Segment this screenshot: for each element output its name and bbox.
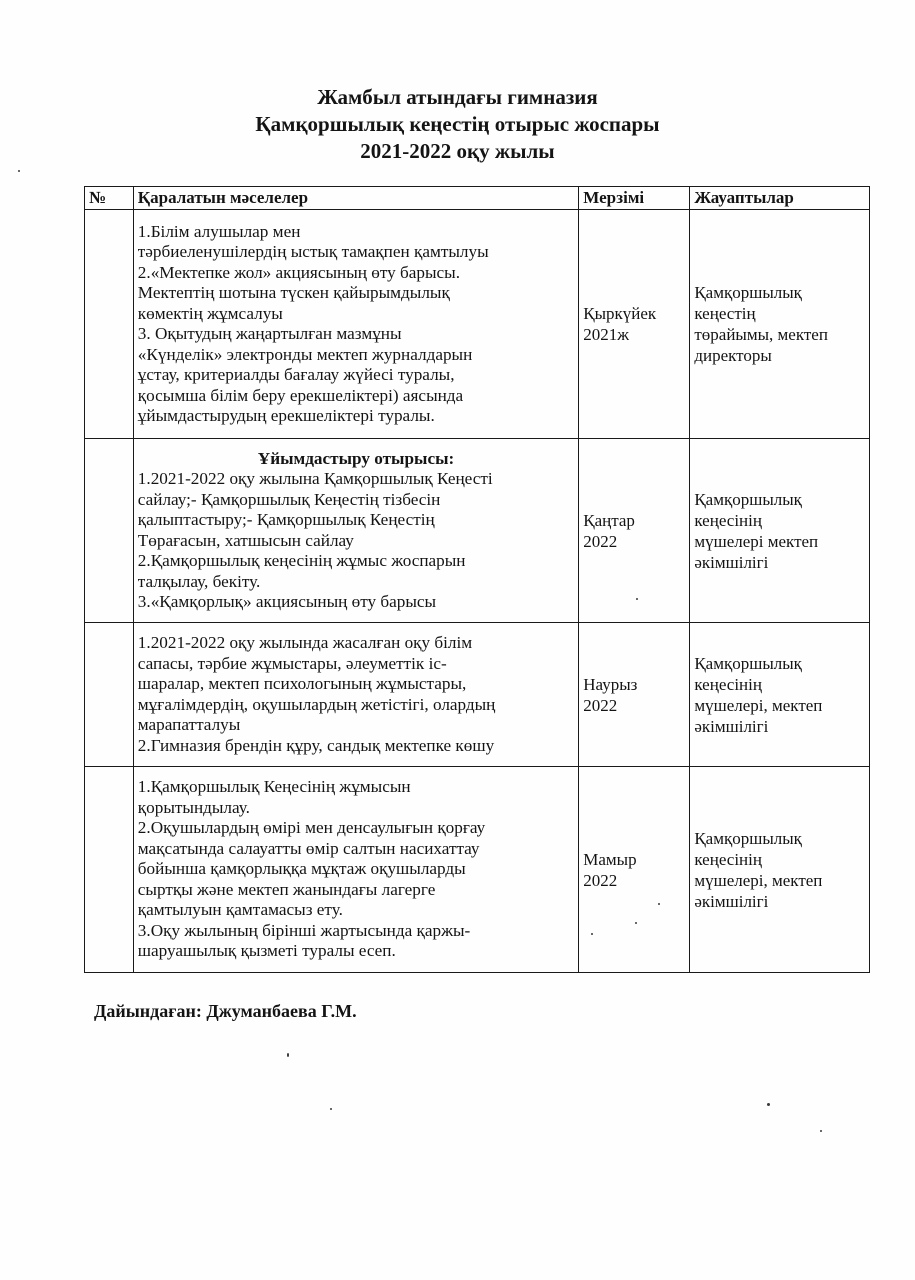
row-number-cell bbox=[85, 439, 134, 623]
deadline-cell bbox=[579, 210, 690, 439]
issues-cell bbox=[133, 623, 578, 767]
responsible-line: кеңестің bbox=[694, 304, 756, 323]
issue-line: 1.2021-2022 оқу жылына Қамқоршылық Кеңесті bbox=[137, 469, 493, 488]
deadline-cell bbox=[579, 623, 690, 767]
issue-line: 2.Гимназия брендін құру, сандық мектепке көшу bbox=[137, 735, 495, 755]
responsible-cell bbox=[690, 623, 870, 767]
issue-line: қалыптастыру;- Қамқоршылық Кеңестің bbox=[137, 510, 435, 529]
document-title bbox=[0, 84, 915, 165]
issue-line: 1.Қамқоршылық Кеңесінің жұмысын bbox=[137, 777, 411, 797]
deadline-year: 2022 bbox=[583, 695, 618, 715]
deadline-year: 2022 bbox=[583, 531, 618, 551]
issue-line: сыртқы және мектеп жанындағы лагерге bbox=[137, 879, 436, 899]
column-header-issues: Қаралатын мәселелер bbox=[133, 187, 578, 210]
issue-line: шаралар, мектеп психологының жұмыстары, bbox=[137, 674, 467, 693]
deadline-month: Қаңтар bbox=[583, 510, 635, 530]
issue-line: тәрбиеленушілердің ыстық тамақпен қамтылуы bbox=[137, 242, 489, 261]
responsible-cell bbox=[690, 439, 870, 623]
scan-speck bbox=[591, 933, 593, 935]
scan-speck bbox=[287, 1053, 289, 1057]
deadline-cell bbox=[579, 767, 690, 973]
issue-line: қорытындылау. bbox=[137, 797, 250, 817]
issue-line: «Күнделік» электронды мектеп журналдарын bbox=[137, 344, 473, 364]
issue-line: сапасы, тәрбие жұмыстары, әлеуметтік іс- bbox=[137, 653, 447, 673]
deadline-cell bbox=[579, 439, 690, 623]
responsible-line: кеңесінің bbox=[694, 674, 762, 694]
meeting-plan-table bbox=[84, 186, 870, 973]
deadline-month: Мамыр bbox=[583, 849, 637, 869]
row-number-cell bbox=[85, 767, 134, 973]
issue-line: 1.Білім алушылар мен bbox=[137, 221, 301, 241]
deadline-year: 2021ж bbox=[583, 325, 629, 344]
column-header-number: № bbox=[85, 187, 134, 210]
school-name: Жамбыл атындағы гимназия bbox=[317, 85, 598, 109]
row-number-cell bbox=[85, 210, 134, 439]
academic-year: 2021-2022 оқу жылы bbox=[360, 139, 555, 163]
issue-line: марапатталуы bbox=[137, 715, 241, 734]
issue-line: 2.Қамқоршылық кеңесінің жұмыс жоспарын bbox=[137, 551, 466, 570]
issue-line: 3. Оқытудың жаңартылған мазмұны bbox=[137, 324, 402, 343]
responsible-line: мүшелері, мектеп bbox=[694, 695, 823, 715]
table-row bbox=[85, 623, 870, 767]
issues-cell bbox=[133, 210, 578, 439]
responsible-line: әкімшілігі bbox=[694, 552, 769, 572]
issues-cell bbox=[133, 439, 578, 623]
responsible-line: әкімшілігі bbox=[694, 716, 769, 736]
scan-speck bbox=[820, 1130, 822, 1132]
responsible-cell bbox=[690, 767, 870, 973]
issue-line: Мектептің шотына түскен қайырымдылық bbox=[137, 283, 450, 302]
responsible-line: мүшелері, мектеп bbox=[694, 870, 823, 890]
column-header-responsible: Жауаптылар bbox=[690, 187, 870, 210]
table-row bbox=[85, 210, 870, 439]
issue-line: 1.2021-2022 оқу жылында жасалған оқу білім bbox=[137, 633, 473, 652]
table-header-row bbox=[85, 187, 870, 210]
table-row bbox=[85, 767, 870, 973]
plan-title: Қамқоршылық кеңестің отырыс жоспары bbox=[255, 112, 660, 136]
responsible-line: кеңесінің bbox=[694, 510, 762, 530]
responsible-line: Қамқоршылық bbox=[694, 283, 802, 302]
responsible-line: төрайымы, мектеп bbox=[694, 325, 828, 344]
responsible-line: Қамқоршылық bbox=[694, 828, 802, 848]
issue-line: мұғалімдердің, оқушылардың жетістігі, олардың bbox=[137, 694, 496, 714]
responsible-line: директоры bbox=[694, 346, 772, 365]
issue-line: бойынша қамқорлыққа мұқтаж оқушыларды bbox=[137, 859, 466, 879]
scan-speck bbox=[330, 1108, 332, 1110]
deadline-month: Наурыз bbox=[583, 674, 638, 694]
scan-speck bbox=[767, 1103, 770, 1106]
scan-speck bbox=[635, 922, 637, 924]
scan-speck bbox=[18, 170, 20, 172]
issue-line: 3.«Қамқорлық» акциясының өту барысы bbox=[137, 592, 437, 611]
column-header-deadline: Мерзімі bbox=[579, 187, 690, 210]
issue-line: шаруашылық қызметі туралы есеп. bbox=[137, 941, 396, 961]
responsible-line: әкімшілігі bbox=[694, 891, 769, 911]
issue-line: қамтылуын қамтамасыз ету. bbox=[137, 900, 343, 920]
issue-line: мақсатында салауатты өмір салтын насихаттау bbox=[137, 838, 480, 858]
responsible-line: Қамқоршылық bbox=[694, 653, 802, 673]
issue-line: Төрағасын, хатшысын сайлау bbox=[137, 530, 354, 550]
scan-speck bbox=[658, 903, 660, 905]
scan-speck bbox=[636, 598, 638, 600]
issue-line: ұйымдастырудың ерекшеліктері туралы. bbox=[137, 406, 435, 425]
table-row bbox=[85, 439, 870, 623]
issue-line: қосымша білім беру ерекшеліктері) аясында bbox=[137, 385, 464, 405]
issue-line: 2.«Мектепке жол» акциясының өту барысы. bbox=[137, 262, 461, 282]
section-heading: Ұйымдастыру отырысы: bbox=[257, 448, 455, 468]
responsible-cell bbox=[690, 210, 870, 439]
issues-cell bbox=[133, 767, 578, 973]
responsible-line: Қамқоршылық bbox=[694, 489, 802, 509]
responsible-line: кеңесінің bbox=[694, 849, 762, 869]
issue-line: көмектің жұмсалуы bbox=[137, 303, 283, 323]
issue-line: талқылау, бекіту. bbox=[137, 571, 261, 591]
deadline-month: Қыркүйек bbox=[583, 304, 657, 323]
issue-line: 3.Оқу жылының бірінші жартысында қаржы- bbox=[137, 920, 471, 940]
issue-line: 2.Оқушылардың өмірі мен денсаулығын қорғау bbox=[137, 818, 486, 838]
prepared-by: Дайындаған: Джуманбаева Г.М. bbox=[94, 1001, 357, 1021]
deadline-year: 2022 bbox=[583, 870, 618, 890]
issue-line: сайлау;- Қамқоршылық Кеңестің тізбесін bbox=[137, 489, 441, 509]
row-number-cell bbox=[85, 623, 134, 767]
responsible-line: мүшелері мектеп bbox=[694, 531, 819, 551]
issue-line: ұстау, критериалды бағалау жүйесі туралы, bbox=[137, 365, 455, 384]
